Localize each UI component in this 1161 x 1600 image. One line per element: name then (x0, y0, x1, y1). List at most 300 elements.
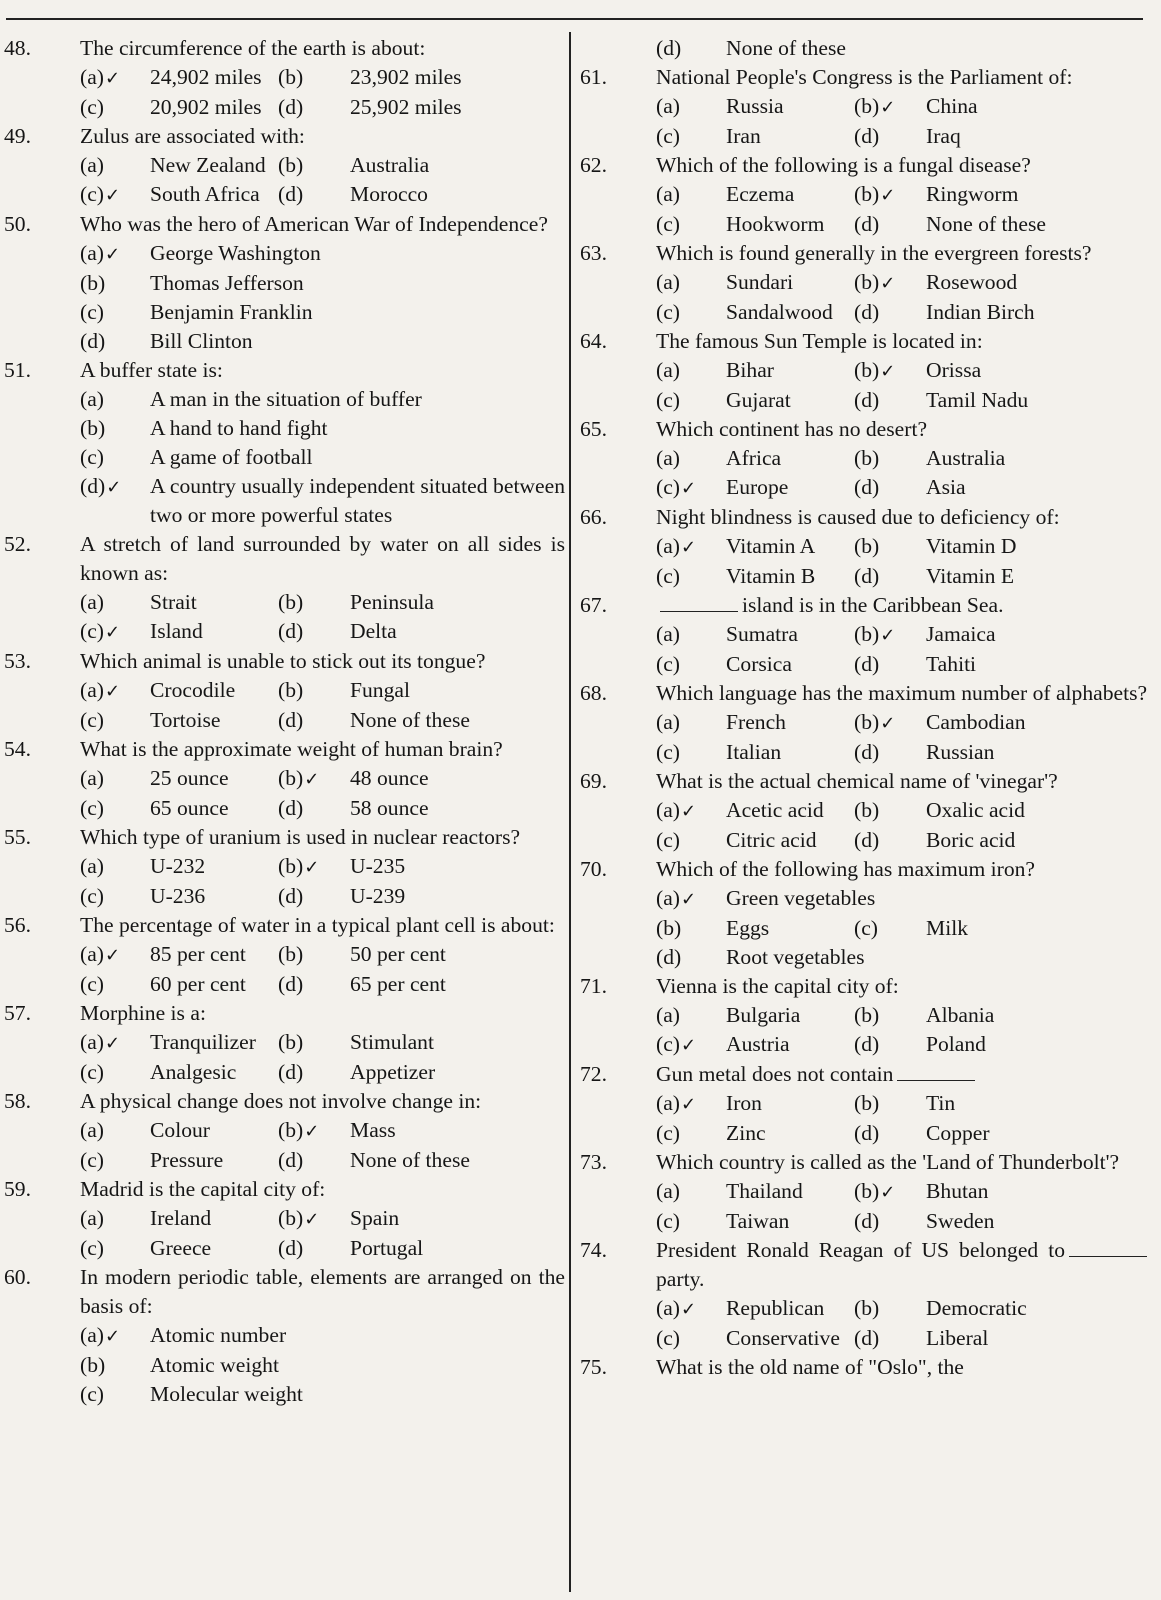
option-text: Hookworm (726, 212, 825, 236)
option-label: (b) (278, 65, 304, 89)
option-text: None of these (726, 36, 846, 60)
option-label: (c) (80, 1382, 104, 1406)
option-list (80, 676, 565, 735)
option-label: (c)✓ (80, 182, 121, 206)
option-label: (d) (854, 300, 880, 324)
option-text: Vitamin D (926, 534, 1017, 558)
top-rule (6, 18, 1143, 20)
option-text: Atomic number (150, 1323, 287, 1347)
option-label: (d) (278, 1060, 304, 1084)
option-text: Citric acid (726, 828, 817, 852)
option-label: (b) (854, 1091, 880, 1115)
checkmark-icon: ✓ (680, 478, 697, 499)
option-text: 50 per cent (350, 942, 446, 966)
question-text (80, 356, 565, 385)
option-text: Taiwan (726, 1209, 790, 1233)
checkmark-icon: ✓ (880, 1182, 896, 1203)
option-text: Fungal (350, 678, 410, 702)
option-text: Vitamin A (726, 534, 816, 558)
option-list (80, 63, 565, 122)
option-text: Milk (926, 916, 968, 940)
option-text: Republican (726, 1296, 825, 1320)
question-text-content: Night blindness is caused due to deficiency of: (656, 505, 1060, 529)
option-text: Poland (926, 1032, 986, 1056)
question (576, 239, 1151, 327)
checkmark-icon: ✓ (304, 769, 320, 790)
question (576, 151, 1151, 239)
option-list (656, 1001, 1151, 1060)
option-label: (c) (656, 388, 680, 412)
checkmark-icon: ✓ (304, 1209, 320, 1230)
checkmark-icon: ✓ (104, 945, 121, 966)
option-list (656, 708, 1151, 767)
option-label: (d) (278, 182, 304, 206)
option-text: Russia (726, 94, 784, 118)
question-text (80, 210, 565, 239)
checkmark-icon: ✓ (880, 185, 896, 206)
option-text: U-239 (350, 884, 406, 908)
option-text: Pressure (150, 1148, 224, 1172)
question-text-content: The famous Sun Temple is located in: (656, 329, 983, 353)
option-label: (d) (854, 564, 880, 588)
question-text-content: What is the actual chemical name of 'vinegar'? (656, 769, 1058, 793)
option-list (80, 1321, 565, 1409)
option-list (656, 620, 1151, 679)
option-label: (a) (656, 270, 680, 294)
option-text: Mass (350, 1118, 396, 1142)
option-text: Peninsula (350, 590, 434, 614)
question-text-content: Vienna is the capital city of: (656, 974, 899, 998)
checkmark-icon: ✓ (104, 681, 121, 702)
option-text: Corsica (726, 652, 792, 676)
question-text-content: Which language has the maximum number of alphabets? (656, 681, 1148, 705)
option-label: (a) (656, 1003, 680, 1027)
question-text-content: Which type of uranium is used in nuclear reactors? (80, 825, 521, 849)
checkmark-icon: ✓ (880, 97, 896, 118)
question-text-content: The percentage of water in a typical plant cell is about: (80, 913, 555, 937)
option-label: (b) (854, 1296, 880, 1320)
option-text: Root vegetables (726, 945, 865, 969)
question (0, 210, 565, 356)
option-label: (b) (80, 1353, 106, 1377)
option-text: Bhutan (926, 1179, 989, 1203)
option-label: (a) (80, 766, 104, 790)
question-number: 67. (580, 593, 607, 617)
option-text: None of these (350, 1148, 470, 1172)
option-text: Italian (726, 740, 782, 764)
option-text: Bihar (726, 358, 774, 382)
option-label: (a)✓ (80, 1323, 121, 1347)
question-text-content: Which of the following has maximum iron? (656, 857, 1036, 881)
option-text: Democratic (926, 1296, 1027, 1320)
option-text: 24,902 miles (150, 65, 262, 89)
option-label: (c) (656, 740, 680, 764)
option-label: (c) (656, 652, 680, 676)
question-number: 64. (580, 329, 607, 353)
option-text: Morocco (350, 182, 428, 206)
option-label: (b) (278, 153, 304, 177)
question-text-content: In modern periodic table, elements are arranged on the basis of: (80, 1265, 565, 1318)
option-text: Tranquilizer (150, 1030, 256, 1054)
question-text (656, 1148, 1151, 1177)
option-text: U-235 (350, 854, 406, 878)
option-text: Austria (726, 1032, 790, 1056)
question-number: 69. (580, 769, 607, 793)
question-text (656, 327, 1151, 356)
question-text-content: What is the approximate weight of human brain? (80, 737, 503, 761)
question (0, 999, 565, 1087)
question-text (656, 679, 1151, 708)
option-text: Tortoise (150, 708, 221, 732)
option-text: 23,902 miles (350, 65, 462, 89)
option-label: (b)✓ (854, 1179, 896, 1203)
question-text-content: What is the old name of "Oslo", the (656, 1355, 964, 1379)
option-list (656, 914, 1151, 943)
option-text: China (926, 94, 978, 118)
question (576, 503, 1151, 591)
option-label: (b) (278, 678, 304, 702)
checkmark-icon: ✓ (680, 1299, 697, 1320)
option-label: (c)✓ (80, 619, 121, 643)
option-text: 85 per cent (150, 942, 246, 966)
option-label: (c) (656, 1209, 680, 1233)
option-label: (d) (80, 329, 106, 353)
option-label: (d) (854, 740, 880, 764)
option-list (656, 1177, 1151, 1236)
question-number: 66. (580, 505, 607, 529)
option-label: (a) (656, 1179, 680, 1203)
option-label: (b) (854, 798, 880, 822)
option-label: (d) (854, 652, 880, 676)
option-label: (d) (854, 1209, 880, 1233)
question-number: 62. (580, 153, 607, 177)
question (0, 911, 565, 999)
option-label: (a)✓ (80, 1030, 121, 1054)
option-label: (c) (80, 1060, 104, 1084)
question-number: 71. (580, 974, 607, 998)
question-text (656, 767, 1151, 796)
checkmark-icon: ✓ (104, 244, 121, 265)
option-text: Island (150, 619, 203, 643)
option-text: Iraq (926, 124, 961, 148)
checkmark-icon: ✓ (880, 273, 896, 294)
option-label: (c) (80, 972, 104, 996)
option-text: Rosewood (926, 270, 1018, 294)
option-label: (d) (278, 619, 304, 643)
option-label: (d) (854, 1326, 880, 1350)
question (576, 855, 1151, 972)
option-list (656, 796, 1151, 855)
question (576, 1060, 1151, 1148)
option-label: (b)✓ (278, 1206, 320, 1230)
option-text: Portugal (350, 1236, 424, 1260)
question-text (656, 591, 1151, 620)
option-text: Europe (726, 475, 789, 499)
option-text: Ringworm (926, 182, 1019, 206)
question-text-content: National People's Congress is the Parliament of: (656, 65, 1073, 89)
option-list (80, 385, 565, 530)
left-column (0, 34, 565, 1409)
option-list (80, 764, 565, 823)
question-number: 51. (4, 358, 31, 382)
question-number: 70. (580, 857, 607, 881)
question-number: 57. (4, 1001, 31, 1025)
option-label: (a) (656, 94, 680, 118)
option-label: (b)✓ (854, 94, 896, 118)
option-label: (b) (80, 416, 106, 440)
option-text: Sumatra (726, 622, 798, 646)
option-text: Jamaica (926, 622, 996, 646)
question-text-content: Morphine is a: (80, 1001, 206, 1025)
question (0, 823, 565, 911)
option-label: (b) (854, 1003, 880, 1027)
option-label: (a)✓ (656, 886, 697, 910)
option-label: (d) (854, 475, 880, 499)
question-text-content: Which country is called as the 'Land of Thunderbolt'? (656, 1150, 1120, 1174)
option-list (656, 1294, 1151, 1353)
checkmark-icon: ✓ (880, 713, 896, 734)
option-label: (b) (278, 590, 304, 614)
answer-blank (897, 1062, 975, 1081)
option-label: (b) (854, 446, 880, 470)
option-text: 65 per cent (350, 972, 446, 996)
checkmark-icon: ✓ (680, 1094, 697, 1115)
checkmark-icon: ✓ (106, 477, 122, 498)
option-label: (a)✓ (656, 534, 697, 558)
option-text: George Washington (150, 241, 321, 265)
option-list (80, 1116, 565, 1175)
option-text: Delta (350, 619, 397, 643)
option-label: (d) (278, 95, 304, 119)
option-label: (a) (80, 590, 104, 614)
option-label: (d) (278, 1236, 304, 1260)
option-text: Copper (926, 1121, 990, 1145)
option-list (656, 444, 1151, 503)
option-label: (a) (80, 854, 104, 878)
question-number: 72. (580, 1062, 607, 1086)
question (0, 122, 565, 210)
option-text: Stimulant (350, 1030, 434, 1054)
question-text-content: Which continent has no desert? (656, 417, 928, 441)
option-list (80, 1028, 565, 1087)
option-label: (b) (278, 942, 304, 966)
question (576, 415, 1151, 503)
question-text (80, 530, 565, 588)
question (0, 34, 565, 122)
checkmark-icon: ✓ (104, 622, 121, 643)
checkmark-icon: ✓ (880, 625, 896, 646)
answer-blank (660, 593, 738, 612)
option-label: (a)✓ (656, 1091, 697, 1115)
option-text: Gujarat (726, 388, 791, 412)
question (576, 1353, 1151, 1382)
question (576, 63, 1151, 151)
option-label: (b)✓ (278, 1118, 320, 1142)
question-text-content: Gun metal does not contain (656, 1062, 894, 1086)
question (576, 1148, 1151, 1236)
option-label: (d) (278, 796, 304, 820)
question-number: 73. (580, 1150, 607, 1174)
option-label: (d) (854, 1121, 880, 1145)
option-label: (c) (80, 708, 104, 732)
question-text (80, 911, 565, 940)
option-label: (b) (278, 1030, 304, 1054)
option-label: (c) (656, 1121, 680, 1145)
option-text: Appetizer (350, 1060, 436, 1084)
option-label: (c) (80, 300, 104, 324)
question-text-content: A stretch of land surrounded by water on all sides is known as: (80, 532, 565, 585)
question (0, 1263, 565, 1409)
option-text: Eczema (726, 182, 795, 206)
checkmark-icon: ✓ (680, 801, 697, 822)
question-text (80, 122, 565, 151)
question-number: 75. (580, 1355, 607, 1379)
question-number: 63. (580, 241, 607, 265)
question-number: 60. (4, 1265, 31, 1289)
question (576, 972, 1151, 1060)
option-text: Zinc (726, 1121, 766, 1145)
question-text (656, 1060, 1151, 1089)
option-list (80, 852, 565, 911)
option-label: (d)✓ (80, 474, 122, 498)
question (0, 530, 565, 647)
option-text: Analgesic (150, 1060, 237, 1084)
option-label: (c) (656, 1326, 680, 1350)
checkmark-icon: ✓ (104, 1033, 121, 1054)
option-label: (b) (656, 916, 682, 940)
option-text: Cambodian (926, 710, 1026, 734)
option-label: (c) (656, 828, 680, 852)
option-text: Spain (350, 1206, 400, 1230)
option-text: New Zealand (150, 153, 266, 177)
question-text (656, 63, 1151, 92)
option-label: (c) (80, 445, 104, 469)
option-label: (a)✓ (80, 241, 121, 265)
checkmark-icon: ✓ (104, 68, 121, 89)
option-text: A country usually independent situated between two or more powerful states (150, 474, 565, 527)
option-text: 58 ounce (350, 796, 429, 820)
option-text: 20,902 miles (150, 95, 262, 119)
checkmark-icon: ✓ (680, 889, 697, 910)
option-label: (c) (80, 884, 104, 908)
option-label: (c)✓ (656, 1032, 697, 1056)
option-text: Crocodile (150, 678, 236, 702)
option-text: Vitamin B (726, 564, 816, 588)
option-text: Ireland (150, 1206, 212, 1230)
option-text: Sweden (926, 1209, 995, 1233)
checkmark-icon: ✓ (680, 537, 697, 558)
question-text (656, 1353, 1151, 1382)
question (576, 679, 1151, 767)
option-text: Boric acid (926, 828, 1016, 852)
question-text (80, 1175, 565, 1204)
question-text (80, 34, 565, 63)
question-text-content: Madrid is the capital city of: (80, 1177, 326, 1201)
question-text (80, 1263, 565, 1321)
question-text-content: Which of the following is a fungal disease? (656, 153, 1031, 177)
option-text: Conservative (726, 1326, 840, 1350)
option-label: (b) (854, 534, 880, 558)
option-label: (a)✓ (656, 798, 697, 822)
option-text: 60 per cent (150, 972, 246, 996)
question-text (656, 415, 1151, 444)
option-label: (c) (656, 212, 680, 236)
option-text: Australia (926, 446, 1006, 470)
option-text: Africa (726, 446, 782, 470)
option-label: (a) (656, 182, 680, 206)
column-divider (569, 32, 571, 1592)
option-label: (d) (854, 1032, 880, 1056)
checkmark-icon: ✓ (104, 185, 121, 206)
option-text: None of these (926, 212, 1046, 236)
question-text (656, 503, 1151, 532)
option-label: (b)✓ (854, 182, 896, 206)
question-number: 49. (4, 124, 31, 148)
question-text (656, 1236, 1151, 1294)
option-list (80, 588, 565, 647)
question (0, 356, 565, 530)
option-label: (a) (656, 622, 680, 646)
option-label: (b)✓ (854, 270, 896, 294)
question-text-tail: party. (656, 1267, 705, 1291)
option-list (80, 151, 565, 210)
question-text-content: President Ronald Reagan of US belonged to (656, 1238, 1065, 1262)
option-text: 25,902 miles (350, 95, 462, 119)
question (576, 591, 1151, 679)
option-label: (a) (656, 710, 680, 734)
question-text-content: Which animal is unable to stick out its tongue? (80, 649, 486, 673)
option-label: (a)✓ (80, 65, 121, 89)
option-text: Bill Clinton (150, 329, 253, 353)
question-text-content: A physical change does not involve change in: (80, 1089, 482, 1113)
question-number: 55. (4, 825, 31, 849)
option-text: Thomas Jefferson (150, 271, 304, 295)
option-text: Benjamin Franklin (150, 300, 313, 324)
option-text: Greece (150, 1236, 212, 1260)
option-label: (a) (656, 358, 680, 382)
option-text: Iron (726, 1091, 762, 1115)
option-text: Tamil Nadu (926, 388, 1029, 412)
option-label: (a)✓ (80, 678, 121, 702)
option-list (656, 884, 1151, 914)
option-text: Eggs (726, 916, 770, 940)
option-text: Colour (150, 1118, 210, 1142)
option-label: (d) (656, 36, 682, 60)
option-label: (c) (854, 916, 878, 940)
option-label: (c) (656, 124, 680, 148)
question-text-content: A buffer state is: (80, 358, 223, 382)
option-text: Tin (926, 1091, 956, 1115)
option-label: (c) (80, 1236, 104, 1260)
option-list (656, 268, 1151, 327)
option-text: U-232 (150, 854, 206, 878)
checkmark-icon: ✓ (304, 857, 320, 878)
option-text: 65 ounce (150, 796, 229, 820)
checkmark-icon: ✓ (304, 1121, 320, 1142)
question-number: 56. (4, 913, 31, 937)
option-text: A hand to hand fight (150, 416, 328, 440)
question-text (656, 855, 1151, 884)
question-number: 53. (4, 649, 31, 673)
option-label: (c) (80, 95, 104, 119)
option-text: Albania (926, 1003, 995, 1027)
question-text-content: Zulus are associated with: (80, 124, 305, 148)
question-text-content: The circumference of the earth is about: (80, 36, 426, 60)
option-label: (c) (80, 1148, 104, 1172)
option-text: Tahiti (926, 652, 977, 676)
question-number: 61. (580, 65, 607, 89)
option-text: Liberal (926, 1326, 989, 1350)
